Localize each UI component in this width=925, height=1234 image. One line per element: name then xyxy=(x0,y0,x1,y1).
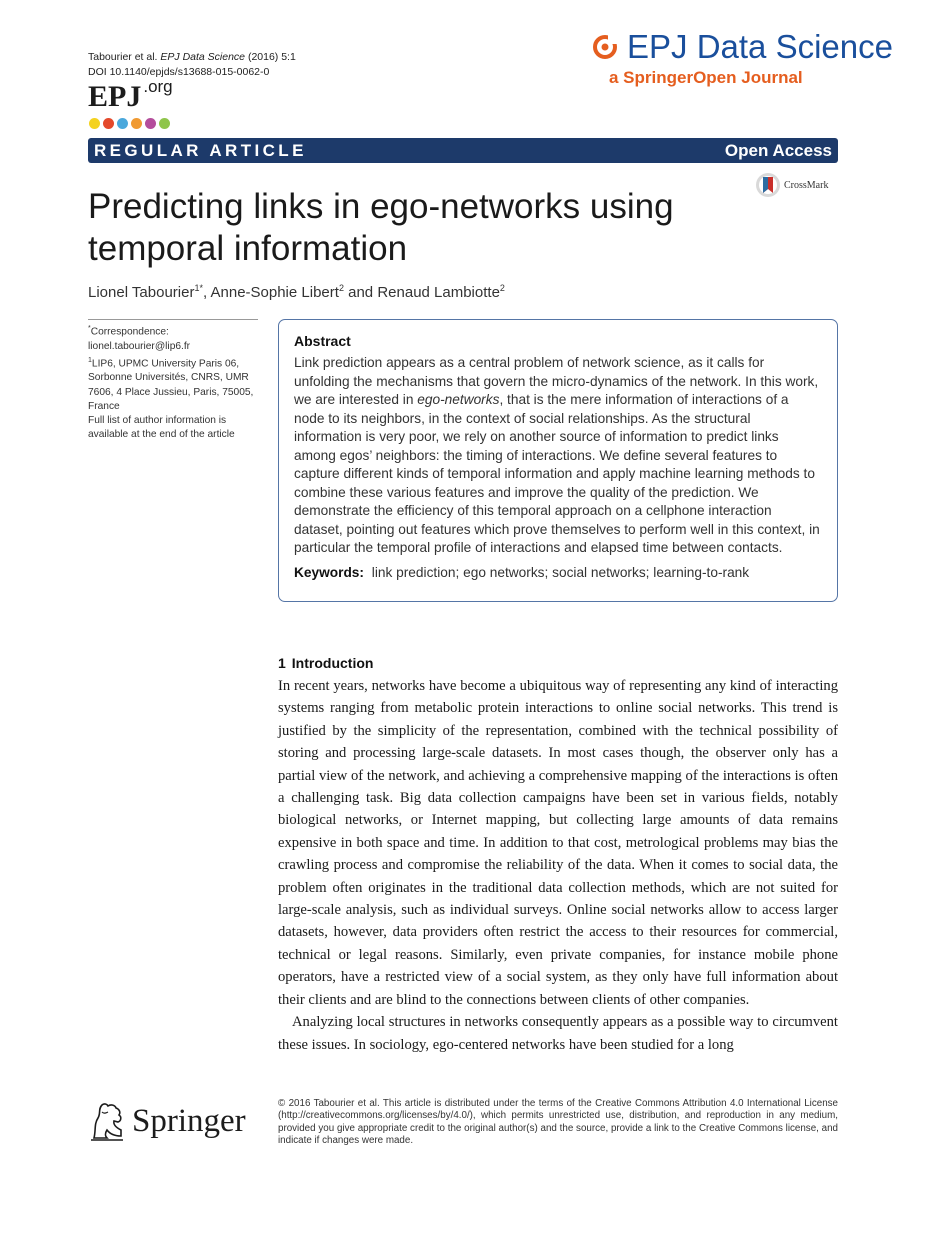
epj-logo[interactable] xyxy=(88,77,173,113)
correspondence-label xyxy=(88,322,268,340)
citation-authors: Tabourier et al. xyxy=(88,51,158,63)
abstract-box xyxy=(278,319,838,602)
author-affiliation-mark: 1* xyxy=(194,283,203,293)
correspondence-email[interactable]: lionel.tabourier@lip6.fr xyxy=(88,340,191,352)
author-separator: and xyxy=(343,284,378,301)
color-dot xyxy=(89,118,100,129)
abstract-emphasis: ego-networks xyxy=(417,392,500,407)
epj-color-dots xyxy=(89,118,170,129)
abstract-text xyxy=(294,354,822,558)
abstract-heading: Abstract xyxy=(294,333,351,349)
citation-line xyxy=(88,51,296,63)
crossmark-icon xyxy=(755,172,781,198)
citation-volume: (2016) 5:1 xyxy=(245,51,296,63)
abstract-text-part: Link prediction appears as a central problem of network science, as it calls for unfolding the mechanisms that govern the micro-dynamics of the network. In this work, we are interested in xyxy=(294,355,819,407)
section-number: 1 xyxy=(278,655,286,671)
correspondence-mark: * xyxy=(88,325,91,332)
doi-link[interactable]: DOI 10.1140/epjds/s13688-015-0062-0 xyxy=(88,66,270,78)
open-access-label[interactable]: Open Access xyxy=(724,140,832,160)
journal-name[interactable] xyxy=(593,28,893,66)
crossmark-badge[interactable] xyxy=(755,172,828,198)
springer-logo[interactable] xyxy=(88,1100,246,1142)
author-list xyxy=(88,283,505,301)
section-title: Introduction xyxy=(291,655,374,671)
paragraph: Analyzing local structures in networks consequently appears as a possible way to circumvent these issues. In sociology, ego-centered networks have been studied for a long xyxy=(278,1014,838,1053)
correspondence-sidebar xyxy=(88,322,268,442)
article-type-label: REGULAR ARTICLE xyxy=(94,140,307,160)
affiliation xyxy=(88,354,268,414)
affiliation-text: LIP6, UPMC University Paris 06, Sorbonne Universités, CNRS, UMR 7606, 4 Place Jussieu, Paris, 75005, France xyxy=(88,358,254,412)
author-separator: , xyxy=(202,284,211,301)
journal-subtitle: a SpringerOpen Journal xyxy=(609,68,803,87)
springer-wordmark: Springer xyxy=(132,1102,246,1139)
author-name[interactable]: Renaud Lambiotte xyxy=(377,284,500,301)
paragraph: In recent years, networks have become a ubiquitous way of representing any kind of interacting systems ranging from metabolic protein interactions to online social networks. This trend is justified by the simplicity of the representation, combined with the technical possibility of storing and processing large-scale datasets. In most cases though, the observer only has a partial view of the network, and achieving a comprehensive mapping of the interactions is often a challenging task. Big data collection campaigns have been set in various fields, notably biological networks, or Internet mapping, but collecting large amounts of data remains expensive in both space and time. In addition to that cost, metrological problems may bias the crawling process and compromise the reliability of the data. When it comes to social data, the problem often originates in the traditional data collection methods, which are not suited for large-scale analysis, such as individual surveys. Online social networks allow to access larger datasets, however, data providers often restrict the access to their resources for commercial, technical or legal reasons. Similarly, even private companies, for instance mobile phone operators, have a restricted view of a social system, as they only have full information about their clients and are blind to the connections between clients of other companies. xyxy=(278,678,838,1008)
body-text xyxy=(278,675,838,1056)
crossmark-label: CrossMark xyxy=(784,179,829,191)
journal-name-text: EPJ Data Science xyxy=(627,28,893,65)
citation-journal: EPJ Data Science xyxy=(160,51,246,63)
affiliation-mark: 1 xyxy=(88,356,92,364)
epj-logo-org: .org xyxy=(143,77,173,96)
correspondence-label-text: Correspondence: xyxy=(90,326,169,338)
color-dot xyxy=(117,118,128,129)
section-heading xyxy=(278,655,373,671)
author-name[interactable]: Lionel Tabourier xyxy=(88,284,195,301)
abstract-text-part: , that is the mere information of interactions of a node to its neighbors, in the context of social relationships. As the structural information is very poor, we rely on another source of information to predict links among egos’ neighbors: the timing of interactions. We define several features to capture different kinds of temporal information and apply machine learning methods to combine these various features and improve the quality of the prediction. We demonstrate the efficiency of this temporal approach on a cellphone interaction dataset, pointing out features which prove themselves to perform well in this context, in particular the temporal profile of interactions and elapsed time between contacts. xyxy=(294,392,820,555)
journal-logo-icon xyxy=(593,35,617,59)
author-affiliation-mark: 2 xyxy=(338,283,344,293)
keywords-label: Keywords: xyxy=(294,564,364,580)
color-dot xyxy=(103,118,114,129)
epj-logo-main: EPJ xyxy=(88,80,142,113)
sidebar-divider xyxy=(88,319,258,320)
keywords-list: link prediction; ego networks; social networks; learning-to-rank xyxy=(371,564,750,580)
springer-horse-icon xyxy=(88,1100,126,1142)
color-dot xyxy=(145,118,156,129)
color-dot xyxy=(131,118,142,129)
author-affiliation-mark: 2 xyxy=(499,283,505,293)
author-name[interactable]: Anne-Sophie Libert xyxy=(210,284,339,301)
license-text: © 2016 Tabourier et al. This article is distributed under the terms of the Creative Commons Attribution 4.0 International License (http://creativecommons.org/licenses/by/4.0/), which permits unrestricted use, distribution, and reproduction in any medium, provided you give appropriate credit to the original author(s) and the source, provide a link to the Creative Commons license, and indicate if changes were made. xyxy=(278,1098,838,1147)
author-info-note: Full list of author information is available at the end of the article xyxy=(88,415,235,441)
keywords xyxy=(294,565,822,580)
color-dot xyxy=(159,118,170,129)
article-type-banner xyxy=(88,138,838,163)
article-title: Predicting links in ego-networks using temporal information xyxy=(88,187,674,268)
